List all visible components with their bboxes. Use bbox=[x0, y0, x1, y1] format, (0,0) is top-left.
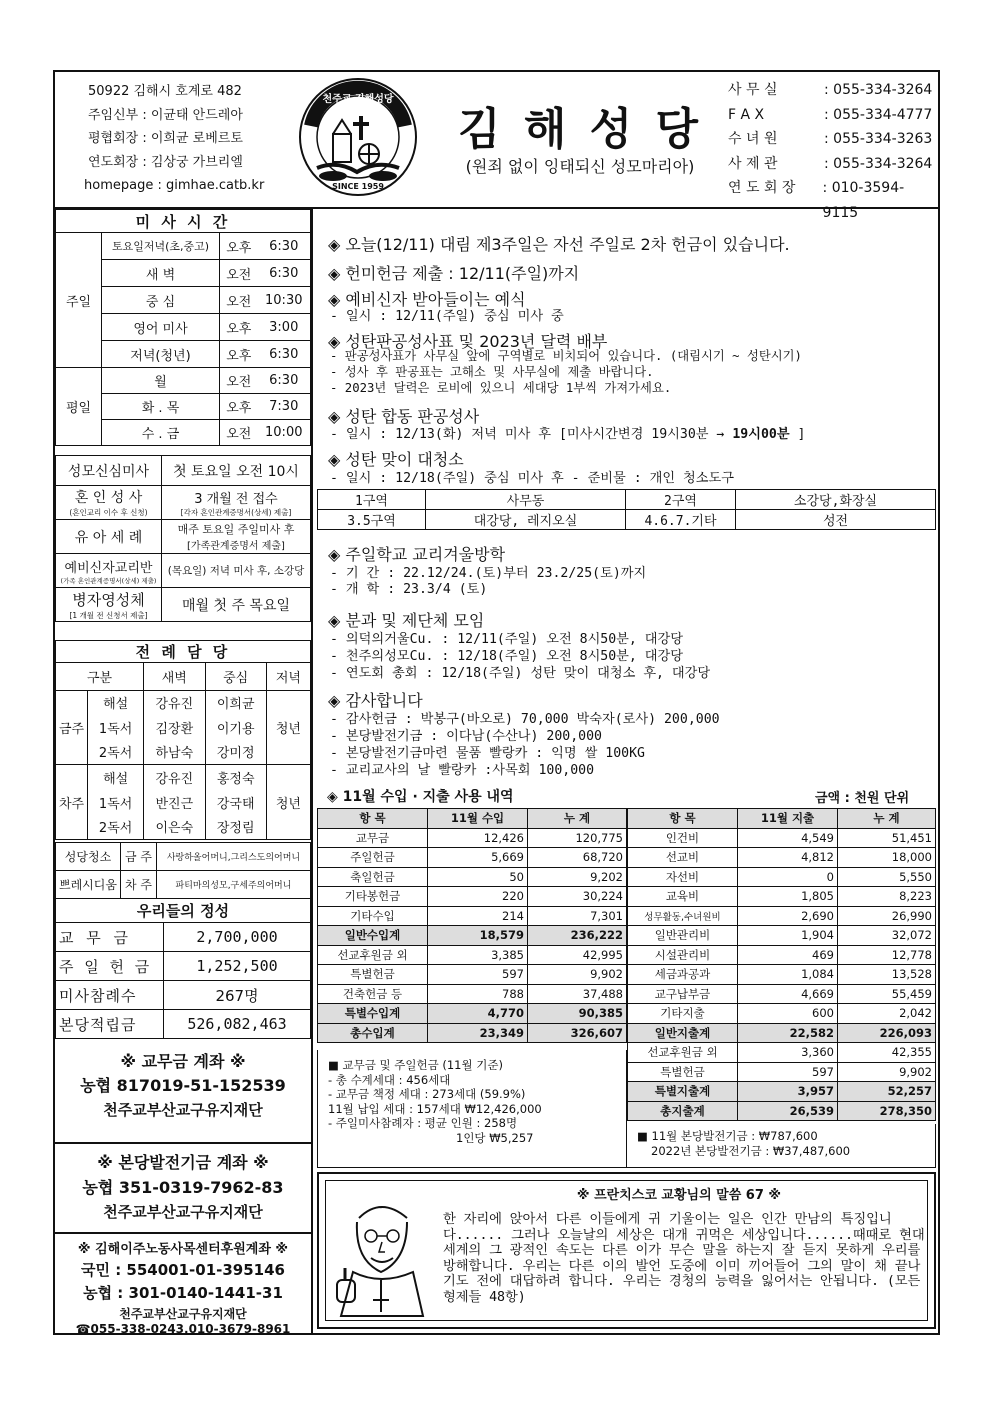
table-cell: 10:30 bbox=[258, 287, 311, 314]
table-cell: 해설 bbox=[88, 691, 144, 715]
table-cell: 2,042 bbox=[838, 1004, 936, 1024]
table-cell: 유 아 세 례 bbox=[56, 520, 162, 554]
table-cell: 중 심 bbox=[102, 287, 220, 314]
table-cell: 선교후원금 외 bbox=[318, 945, 428, 965]
table-cell: 오후 bbox=[220, 394, 258, 420]
table-row bbox=[56, 456, 311, 486]
table-cell: 1,904 bbox=[738, 926, 838, 946]
table-cell: 5,550 bbox=[838, 867, 936, 887]
table-cell: 누 계 bbox=[528, 809, 627, 829]
table-cell: 혼 인 성 사 (혼인교리 이수 후 신청) bbox=[56, 486, 162, 520]
table-cell: 오후 bbox=[220, 233, 258, 260]
pope-quote-title: ※ 프란치스코 교황님의 말씀 67 ※ bbox=[576, 1188, 782, 1203]
table-cell: 오전 bbox=[220, 287, 258, 314]
table-cell: 건축헌금 등 bbox=[318, 984, 428, 1004]
table-cell: 3:00 bbox=[258, 314, 311, 341]
table-row bbox=[56, 233, 311, 260]
table-cell: 차주 bbox=[56, 765, 88, 840]
table-cell: 기타지출 bbox=[628, 1004, 738, 1024]
youth-president: 연도회장 : 김상궁 가브리엘 bbox=[88, 154, 243, 170]
table-cell: 영어 미사 bbox=[102, 314, 220, 341]
table-row bbox=[318, 926, 627, 946]
table-cell: 강유진 bbox=[144, 765, 205, 790]
council-president: 평협회장 : 이희균 로베르토 bbox=[88, 131, 243, 146]
table-cell: 월 bbox=[102, 368, 220, 394]
table-row bbox=[318, 945, 627, 965]
table-cell: 특별헌금 bbox=[628, 1062, 738, 1082]
account-divider-2 bbox=[55, 1232, 311, 1234]
table-cell: 214 bbox=[428, 906, 528, 926]
table-cell: 첫 토요일 오전 10시 bbox=[162, 456, 311, 486]
table-cell: 새벽 bbox=[144, 663, 205, 691]
table-cell: 3.5구역 bbox=[318, 510, 426, 530]
liturgy-table bbox=[55, 640, 311, 840]
table-cell: 구분 bbox=[56, 663, 144, 691]
table-cell: 이은숙 bbox=[144, 815, 205, 840]
dues-note: ■ 교무금 및 주일헌금 (11월 기준) - 총 수계세대 : 456세대 - 교무금 책정 세대 : 273세대 (59.9%) 11월 납입 세대 : 157세대 ₩12,426,000 - 주일미사참례자 : 평균 인원 : 258명 1인당 ₩5,257 bbox=[317, 1050, 627, 1168]
table-cell: 12,778 bbox=[838, 945, 936, 965]
table-row bbox=[56, 520, 311, 554]
finance-title: ◈ 11월 수입 · 지출 사용 내역 bbox=[327, 789, 514, 805]
table-cell: 화 . 목 bbox=[102, 394, 220, 420]
table-row bbox=[318, 1023, 627, 1043]
table-cell: 267명 bbox=[164, 981, 311, 1010]
table-cell: 32,072 bbox=[838, 926, 936, 946]
table-cell: 병자영성체 [1 개월 전 신청서 제출] bbox=[56, 588, 162, 622]
table-cell: 사무동 bbox=[426, 490, 626, 510]
table-cell: 6:30 bbox=[258, 368, 311, 394]
table-cell: 226,093 bbox=[838, 1023, 936, 1043]
table-cell: 차 주 bbox=[120, 871, 156, 899]
parish-title: 김 해 성 당 bbox=[458, 104, 702, 155]
table-cell: 2구역 bbox=[626, 490, 736, 510]
table-cell: 기타수입 bbox=[318, 906, 428, 926]
table-cell: 11월 지출 bbox=[738, 809, 838, 829]
table-cell: 4,770 bbox=[428, 1004, 528, 1024]
table-cell: 597 bbox=[738, 1062, 838, 1082]
table-cell: 미사참례수 bbox=[56, 981, 164, 1010]
table-cell: 사랑하올어머니,그리스도의어머니 bbox=[156, 843, 310, 871]
table-row bbox=[318, 984, 627, 1004]
table-cell: 오후 bbox=[220, 314, 258, 341]
table-cell: 10:00 bbox=[258, 420, 311, 446]
table-cell: 저녁(청년) bbox=[102, 341, 220, 368]
table-cell: 600 bbox=[738, 1004, 838, 1024]
table-row bbox=[56, 588, 311, 622]
table-row bbox=[628, 1082, 936, 1102]
contact-office: 사 무 실 : 055-334-3264 bbox=[728, 82, 933, 98]
table-cell: 일반지출계 bbox=[628, 1023, 738, 1043]
homepage-link[interactable]: homepage : gimhae.catb.kr bbox=[84, 178, 265, 193]
table-cell: 1,252,500 bbox=[164, 952, 311, 981]
contact-list bbox=[728, 78, 938, 225]
table-row bbox=[628, 984, 936, 1004]
table-cell: 토요일저녁(초,중고) bbox=[102, 233, 220, 260]
table-row bbox=[628, 1043, 936, 1063]
table-cell: 220 bbox=[428, 887, 528, 907]
table-cell: 매월 첫 주 목요일 bbox=[162, 588, 311, 622]
table-row bbox=[56, 691, 311, 715]
table-cell: 중심 bbox=[205, 663, 266, 691]
table-row bbox=[56, 923, 311, 952]
table-cell: 전 례 담 당 bbox=[56, 641, 311, 663]
table-row bbox=[628, 828, 936, 848]
table-cell: 금 주 bbox=[120, 843, 156, 871]
table-cell: 총수입계 bbox=[318, 1023, 428, 1043]
table-cell: 1구역 bbox=[318, 490, 426, 510]
table-cell: 항 목 bbox=[318, 809, 428, 829]
account-development: ※ 본당발전기금 계좌 ※ 농협 351-0319-7962-83 천주교부산교구유지재단 bbox=[55, 1150, 311, 1225]
table-cell: 2독서 bbox=[88, 740, 144, 765]
table-cell: 9,902 bbox=[528, 965, 627, 985]
table-cell: 1독서 bbox=[88, 715, 144, 740]
table-row bbox=[56, 899, 311, 923]
table-cell: 예비신자교리반 (가족 혼인관계증명서(상세) 제출) bbox=[56, 554, 162, 588]
notice-3: ◈ 예비신자 받아들이는 예식 bbox=[328, 290, 526, 309]
income-table bbox=[317, 808, 627, 1043]
table-cell: 매주 토요일 주일미사 후 [가족관계증명서 제출] bbox=[162, 520, 311, 554]
table-row bbox=[56, 663, 311, 691]
table-cell: 1,805 bbox=[738, 887, 838, 907]
table-cell: 51,451 bbox=[838, 828, 936, 848]
pope-quote-text: 한 자리에 앉아서 다른 이들에게 귀 기울이는 일은 인간 만남의 특징입니다...... 그러나 오늘날의 세상은 대개 귀먹은 세상입니다......때때로 현대 세계의 그 광적인 속도는 다른 이가 무슨 말을 하는지 잘 듣지 못하게 우리를 방해합니다. 우리는 다른 이의 발언 도중에 이미 끼어들어 그의 말이 채 끝나기도 전에 대답하려 합니다. 우리는 경청의 능력을 잃어서는 안됩니다. (모든 형제들 48항) bbox=[443, 1212, 925, 1305]
table-cell: 총지출계 bbox=[628, 1101, 738, 1121]
table-cell: 278,350 bbox=[838, 1101, 936, 1121]
development-fund-note: ■ 11월 본당발전기금 : ₩787,600 2022년 본당발전기금 : ₩37,487,600 bbox=[627, 1124, 936, 1168]
notice-8: ◈ 분과 및 제단체 모임 bbox=[328, 611, 485, 630]
table-row bbox=[628, 867, 936, 887]
table-cell: 13,528 bbox=[838, 965, 936, 985]
pope-quote-box bbox=[317, 1172, 936, 1329]
notice-2: ◈ 헌미헌금 제출 : 12/11(주일)까지 bbox=[328, 264, 580, 283]
notice-5: ◈ 성탄 합동 판공성사 bbox=[328, 407, 480, 426]
table-cell: 선교비 bbox=[628, 848, 738, 868]
table-cell: 청년 bbox=[266, 765, 310, 840]
table-row bbox=[318, 848, 627, 868]
table-cell: 성당청소 bbox=[56, 843, 121, 871]
table-row bbox=[56, 641, 311, 663]
table-cell: 30,224 bbox=[528, 887, 627, 907]
notice-9: ◈ 감사합니다 bbox=[328, 691, 423, 710]
table-cell: 526,082,463 bbox=[164, 1010, 311, 1039]
table-cell: 시설관리비 bbox=[628, 945, 738, 965]
table-cell: 26,990 bbox=[838, 906, 936, 926]
table-cell: 4.6.7.기타 bbox=[626, 510, 736, 530]
parish-subtitle: (원죄 없이 잉태되신 성모마리아) bbox=[465, 157, 695, 176]
account-dues-number[interactable]: 농협 817019-51-152539 bbox=[80, 1076, 286, 1095]
table-cell: 이희균 bbox=[205, 691, 266, 715]
table-row bbox=[56, 871, 311, 899]
table-cell: 주 일 헌 금 bbox=[56, 952, 164, 981]
marian-mass-label: 성모신심미사 bbox=[56, 456, 162, 486]
table-cell: 120,775 bbox=[528, 828, 627, 848]
table-cell: 주일헌금 bbox=[318, 848, 428, 868]
table-row bbox=[56, 554, 311, 588]
table-row bbox=[56, 843, 311, 871]
table-cell: 축일헌금 bbox=[318, 867, 428, 887]
cleaning-table bbox=[55, 842, 311, 899]
table-cell: 4,549 bbox=[738, 828, 838, 848]
table-row bbox=[318, 867, 627, 887]
table-cell: 강미정 bbox=[205, 740, 266, 765]
table-row bbox=[628, 945, 936, 965]
table-row bbox=[318, 1004, 627, 1024]
table-cell: 오전 bbox=[220, 420, 258, 446]
table-row bbox=[628, 1023, 936, 1043]
table-row bbox=[318, 510, 936, 530]
table-cell: 236,222 bbox=[528, 926, 627, 946]
table-cell: 3,385 bbox=[428, 945, 528, 965]
table-cell: 항 목 bbox=[628, 809, 738, 829]
table-cell: 4,812 bbox=[738, 848, 838, 868]
parish-info bbox=[84, 80, 288, 198]
table-cell: 52,257 bbox=[838, 1082, 936, 1102]
table-row bbox=[318, 490, 936, 510]
table-cell: 수 . 금 bbox=[102, 420, 220, 446]
notice-1: ◈ 오늘(12/11) 대림 제3주일은 자선 주일로 2차 헌금이 있습니다. bbox=[328, 235, 790, 254]
table-cell: 6:30 bbox=[258, 341, 311, 368]
table-cell: 일반수입계 bbox=[318, 926, 428, 946]
table-cell: 교 무 금 bbox=[56, 923, 164, 952]
table-row bbox=[628, 848, 936, 868]
table-row bbox=[56, 981, 311, 1010]
table-cell: 1,084 bbox=[738, 965, 838, 985]
table-cell: 12,426 bbox=[428, 828, 528, 848]
table-row bbox=[628, 965, 936, 985]
table-cell: 2,700,000 bbox=[164, 923, 311, 952]
column-divider bbox=[311, 207, 313, 1335]
contact-yeondo: 연 도 회 장 : 010-3594-9115 bbox=[728, 180, 905, 221]
table-cell: 본당적립금 bbox=[56, 1010, 164, 1039]
contact-rectory: 사 제 관 : 055-334-3264 bbox=[728, 155, 933, 172]
table-cell: (목요일) 저녁 미사 후, 소강당 bbox=[162, 554, 311, 588]
table-cell: 2,690 bbox=[738, 906, 838, 926]
table-row bbox=[628, 1004, 936, 1024]
table-cell: 인건비 bbox=[628, 828, 738, 848]
table-cell: 3,360 bbox=[738, 1043, 838, 1063]
table-cell: 오전 bbox=[220, 260, 258, 287]
table-cell: 22,582 bbox=[738, 1023, 838, 1043]
sunday-label: 주일 bbox=[56, 233, 102, 368]
table-row bbox=[56, 486, 311, 520]
table-row bbox=[56, 952, 311, 981]
account-development-number[interactable]: 농협 351-0319-7962-83 bbox=[82, 1178, 284, 1197]
table-cell: 우리들의 정성 bbox=[56, 899, 311, 923]
table-cell: 쁘레시디움 bbox=[56, 871, 121, 899]
table-cell: 37,488 bbox=[528, 984, 627, 1004]
table-row bbox=[628, 906, 936, 926]
table-cell: 자선비 bbox=[628, 867, 738, 887]
table-cell: 성전 bbox=[736, 510, 936, 530]
account-migrant-nh[interactable]: 농협 : 301-0140-1441-31 bbox=[83, 1284, 283, 1302]
table-cell: 기타봉헌금 bbox=[318, 887, 428, 907]
table-cell: 교무금 bbox=[318, 828, 428, 848]
table-cell: 해설 bbox=[88, 765, 144, 790]
table-cell: 강유진 bbox=[144, 691, 205, 715]
weekday-label: 평일 bbox=[56, 368, 102, 446]
table-cell: 2독서 bbox=[88, 815, 144, 840]
table-row bbox=[318, 828, 627, 848]
table-cell: 청년 bbox=[266, 691, 310, 765]
table-cell: 788 bbox=[428, 984, 528, 1004]
table-cell: 오전 bbox=[220, 368, 258, 394]
table-cell: 누 계 bbox=[838, 809, 936, 829]
table-row bbox=[318, 906, 627, 926]
account-dues: ※ 교무금 계좌 ※ 농협 817019-51-152539 천주교부산교구유지재단 bbox=[55, 1050, 311, 1122]
table-cell: 하남숙 bbox=[144, 740, 205, 765]
table-cell: 3 개월 전 접수 [각자 혼인관계증명서(상세) 제출] bbox=[162, 486, 311, 520]
mass-title: 미 사 시 간 bbox=[56, 210, 311, 233]
table-cell: 이기용 bbox=[205, 715, 266, 740]
table-cell: 파티마의성모,구세주의어머니 bbox=[156, 871, 310, 899]
table-cell: 469 bbox=[738, 945, 838, 965]
table-row bbox=[318, 887, 627, 907]
table-cell: 42,355 bbox=[838, 1043, 936, 1063]
table-cell: 특별수입계 bbox=[318, 1004, 428, 1024]
table-cell: 597 bbox=[428, 965, 528, 985]
table-row bbox=[628, 887, 936, 907]
table-cell: 68,720 bbox=[528, 848, 627, 868]
logo-text: 천주교 김해성당 bbox=[322, 94, 394, 105]
table-cell: 오후 bbox=[220, 341, 258, 368]
pastor: 주임신부 : 이균태 안드레아 bbox=[88, 107, 243, 123]
offering-table bbox=[55, 898, 311, 1039]
table-cell: 23,349 bbox=[428, 1023, 528, 1043]
contact-convent: 수 녀 원 : 055-334-3263 bbox=[728, 131, 933, 147]
table-row bbox=[318, 809, 627, 829]
table-cell: 6:30 bbox=[258, 260, 311, 287]
table-row bbox=[56, 765, 311, 790]
table-row bbox=[628, 1101, 936, 1121]
mass-schedule bbox=[55, 209, 311, 446]
table-row bbox=[628, 1062, 936, 1082]
table-cell: 3,957 bbox=[738, 1082, 838, 1102]
notice-4: ◈ 성탄판공성사표 및 2023년 달력 배부 bbox=[328, 332, 608, 351]
notice-6: ◈ 성탄 맞이 대청소 bbox=[328, 450, 464, 469]
table-cell: 5,669 bbox=[428, 848, 528, 868]
table-row bbox=[628, 809, 936, 829]
table-cell: 특별헌금 bbox=[318, 965, 428, 985]
logo-since: SINCE 1959 bbox=[332, 182, 384, 191]
table-cell: 저녁 bbox=[266, 663, 310, 691]
notice-7: ◈ 주일학교 교리겨울방학 bbox=[328, 545, 506, 564]
table-cell: 교육비 bbox=[628, 887, 738, 907]
table-cell: 특별지출계 bbox=[628, 1082, 738, 1102]
table-cell: 성무활동,수녀원비 bbox=[628, 906, 738, 926]
table-cell: 교구납부금 bbox=[628, 984, 738, 1004]
table-cell: 선교후원금 외 bbox=[628, 1043, 738, 1063]
table-cell: 장정림 bbox=[205, 815, 266, 840]
account-migrant-kb[interactable]: 국민 : 554001-01-395146 bbox=[81, 1261, 285, 1279]
table-cell: 9,202 bbox=[528, 867, 627, 887]
table-cell: 6:30 bbox=[258, 233, 311, 260]
table-cell: 11월 수입 bbox=[428, 809, 528, 829]
table-cell: 18,000 bbox=[838, 848, 936, 868]
pope-portrait-icon bbox=[333, 1188, 433, 1318]
table-cell: 8,223 bbox=[838, 887, 936, 907]
table-cell: 1독서 bbox=[88, 790, 144, 815]
table-cell: 26,539 bbox=[738, 1101, 838, 1121]
table-cell: 소강당,화장실 bbox=[736, 490, 936, 510]
table-cell: 4,669 bbox=[738, 984, 838, 1004]
table-cell: 42,995 bbox=[528, 945, 627, 965]
table-cell: 7:30 bbox=[258, 394, 311, 420]
table-cell: 90,385 bbox=[528, 1004, 627, 1024]
table-cell: 0 bbox=[738, 867, 838, 887]
account-migrant: ※ 김해이주노동사목센터후원계좌 ※ 국민 : 554001-01-395146 농협 : 301-0140-1441-31 천주교부산교구유지재단 ☎055-338-0243,010-3679-8961 bbox=[55, 1238, 311, 1336]
table-cell: 반진근 bbox=[144, 790, 205, 815]
table-row bbox=[628, 926, 936, 946]
table-cell: 김장환 bbox=[144, 715, 205, 740]
table-cell: 7,301 bbox=[528, 906, 627, 926]
table-cell: 홍정숙 bbox=[205, 765, 266, 790]
sacrament-table bbox=[55, 455, 311, 622]
expense-table bbox=[627, 808, 936, 1121]
table-cell: 일반관리비 bbox=[628, 926, 738, 946]
table-row bbox=[56, 1010, 311, 1039]
table-cell: 금주 bbox=[56, 691, 88, 765]
table-cell: 강국태 bbox=[205, 790, 266, 815]
table-cell: 대강당, 레지오실 bbox=[426, 510, 626, 530]
finance-unit: 금액 : 천원 단위 bbox=[815, 791, 910, 806]
table-cell: 326,607 bbox=[528, 1023, 627, 1043]
address: 50922 김해시 호계로 482 bbox=[88, 84, 242, 99]
table-cell: 세금과공과 bbox=[628, 965, 738, 985]
table-cell: 55,459 bbox=[838, 984, 936, 1004]
contact-fax: F A X : 055-334-4777 bbox=[728, 106, 933, 123]
parish-logo bbox=[297, 76, 419, 198]
table-row bbox=[318, 965, 627, 985]
table-cell: 9,902 bbox=[838, 1062, 936, 1082]
table-row bbox=[56, 210, 311, 233]
table-cell: 새 벽 bbox=[102, 260, 220, 287]
table-cell: 18,579 bbox=[428, 926, 528, 946]
cleaning-zone-table bbox=[317, 489, 936, 530]
table-cell: 50 bbox=[428, 867, 528, 887]
account-divider bbox=[55, 1142, 311, 1144]
table-row bbox=[56, 368, 311, 394]
